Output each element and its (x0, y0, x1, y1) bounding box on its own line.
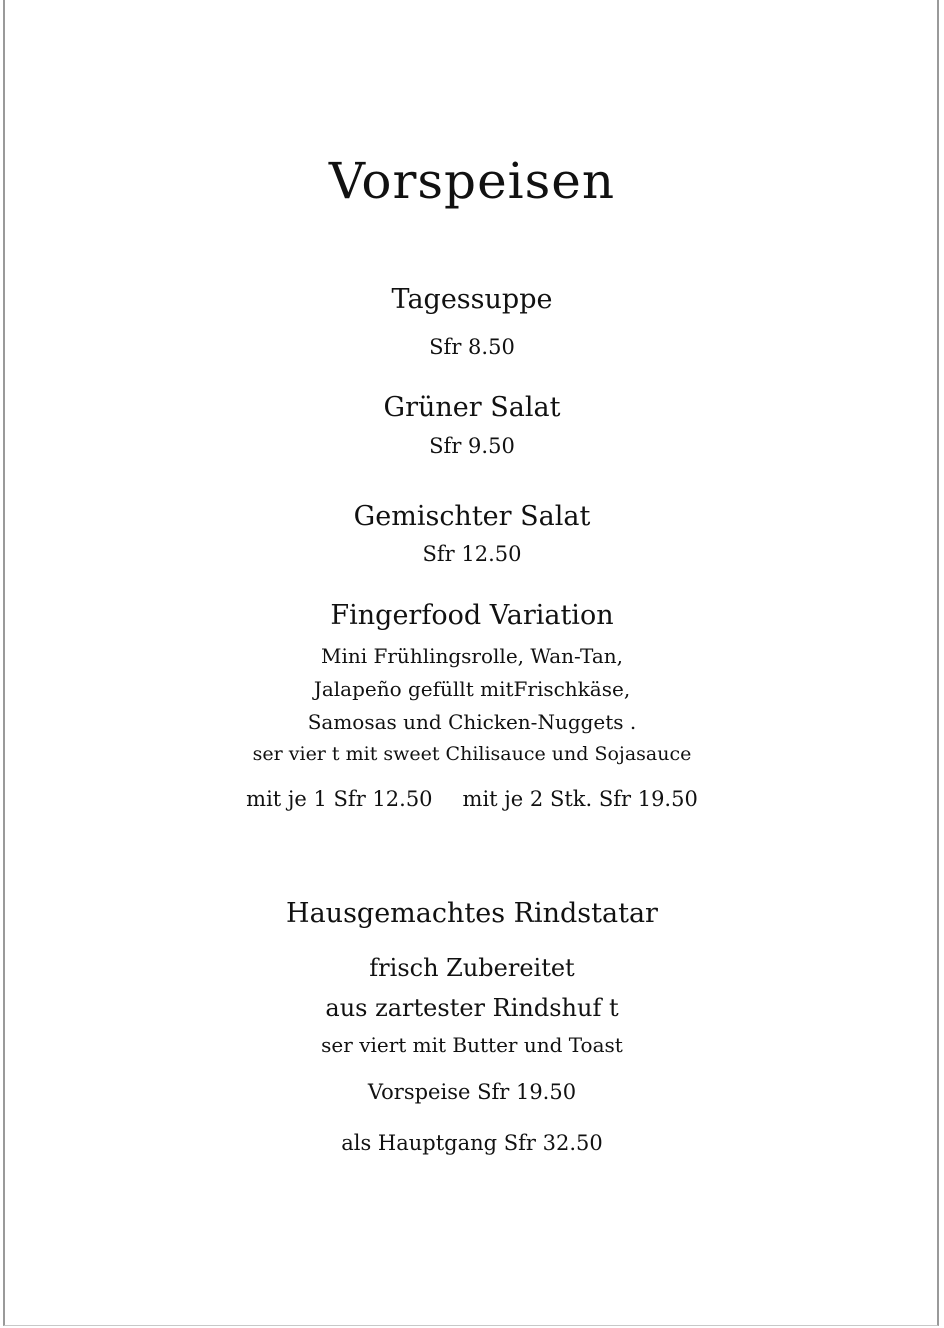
item-description-line: ser viert mit Butter und Toast (321, 1033, 623, 1057)
item-name-fingerfood: Fingerfood Variation (330, 600, 614, 631)
item-description-line: Jalapeño gefüllt mitFrischkäse, (313, 677, 631, 701)
item-description-line: frisch Zubereitet (369, 954, 575, 982)
item-description-line: Samosas und Chicken-Nuggets . (307, 710, 637, 734)
item-name-rindstatar: Hausgemachtes Rindstatar (286, 898, 658, 929)
item-price-gruener-salat: Sfr 9.50 (429, 434, 515, 458)
item-price-rindstatar-starter: Vorspeise Sfr 19.50 (367, 1080, 577, 1104)
item-name-gruener-salat: Grüner Salat (383, 392, 561, 423)
item-price-rindstatar-main: als Hauptgang Sfr 32.50 (341, 1131, 603, 1155)
page-title: Vorspeisen (328, 152, 616, 210)
item-price-fingerfood-1: mit je 1 Sfr 12.50 (246, 787, 433, 811)
item-description-line: Mini Frühlingsrolle, Wan-Tan, (320, 644, 623, 668)
item-description-line: aus zartester Rindshuf t (325, 994, 619, 1022)
item-price-gemischter-salat: Sfr 12.50 (422, 542, 522, 566)
item-price-fingerfood-2: mit je 2 Stk. Sfr 19.50 (462, 787, 698, 811)
item-price-tagessuppe: Sfr 8.50 (429, 335, 515, 359)
item-name-tagessuppe: Tagessuppe (391, 284, 553, 315)
item-description-line: ser vier t mit sweet Chilisauce und Sojasauce (252, 743, 692, 765)
item-name-gemischter-salat: Gemischter Salat (353, 501, 591, 532)
fingerfood-price-row (0, 789, 944, 810)
